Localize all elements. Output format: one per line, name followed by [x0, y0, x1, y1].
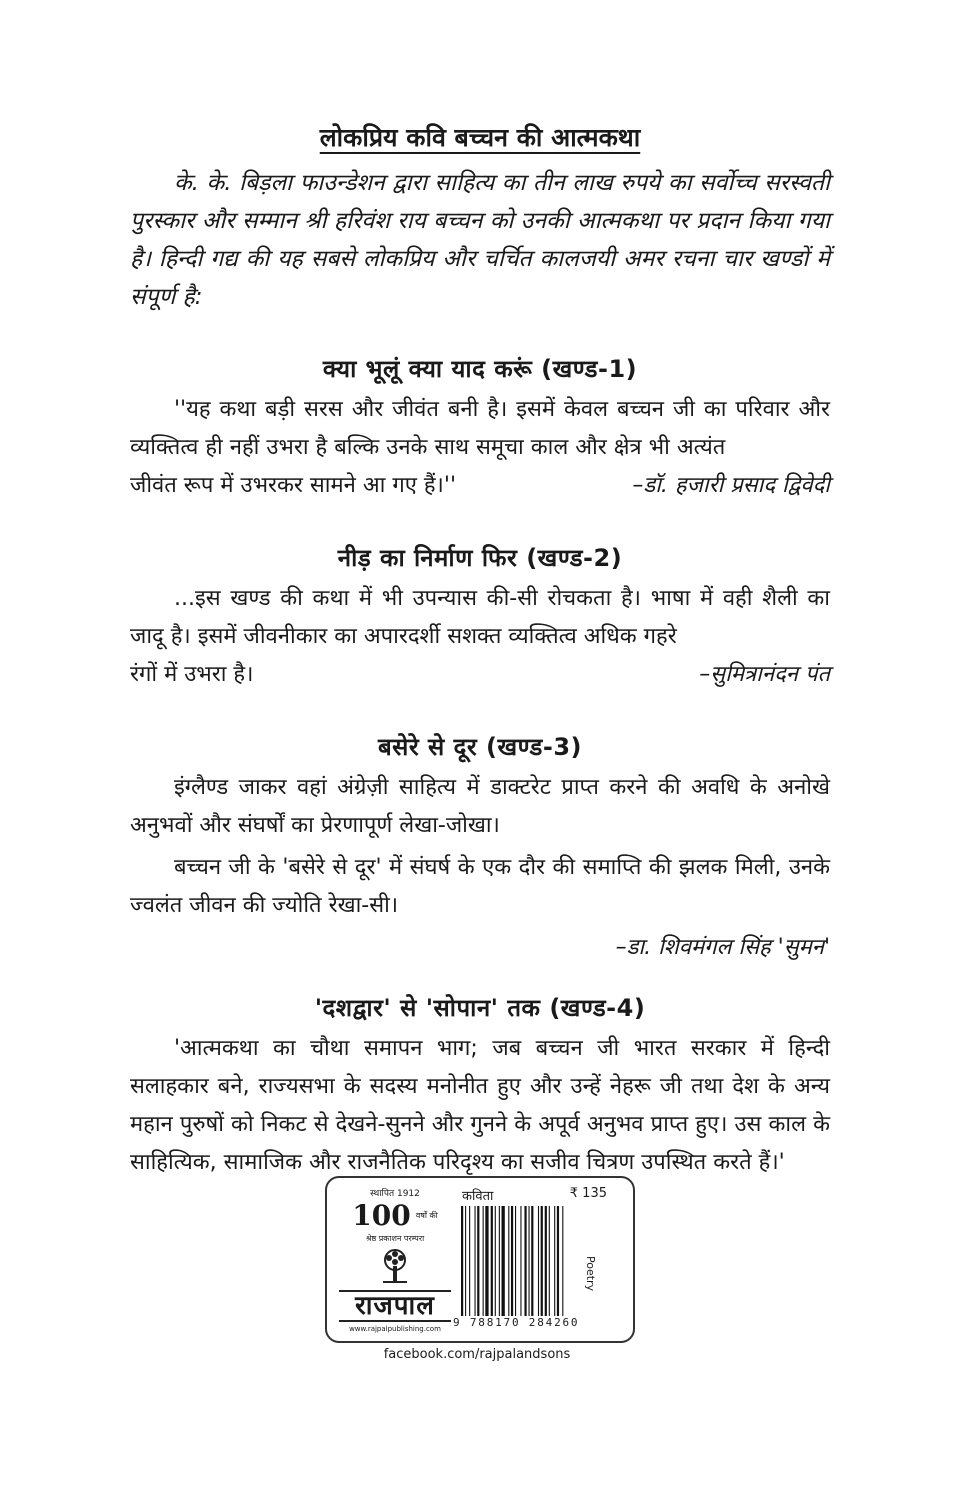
- intro-paragraph: के. के. बिड़ला फाउन्डेशन द्वारा साहित्य का तीन लाख रुपये का सर्वोच्च सरस्वती पुरस्कार और सम्मान श्री हरिवंश राय बच्चन को उनकी आत्मकथा पर प्रदान किया गया है। हिन्दी गद्य की यह सबसे लोकप्रिय और चर्चित कालजयी अमर रचना चार खण्डों में संपूर्ण है:: [130, 170, 830, 310]
- section-2-text: ...इस खण्ड की कथा में भी उपन्यास की-सी रोचकता है। भाषा में वही शैली का जादू है। इसमें जीवनीकार का अपारदर्शी सशक्त व्यक्तित्व अधिक गहरे: [130, 586, 830, 649]
- facebook-link[interactable]: facebook.com/rajpalandsons: [383, 1347, 571, 1362]
- section-4-heading: 'दशद्वार' से 'सोपान' तक (खण्ड-4): [314, 994, 646, 1022]
- back-cover-text: [130, 120, 830, 1182]
- barcode-panel: [325, 1176, 635, 1343]
- section-4-text: 'आत्मकथा का चौथा समापन भाग; जब बच्चन जी भारत सरकार में हिन्दी सलाहकार बने, राज्यसभा के सदस्य मनोनीत हुए और उन्हें नेहरू जी तथा देश के अन्य महान पुरुषों को निकट से देखने-सुनने और गुनने के अपूर्व अनुभव प्राप्त हुए। उस काल के साहित्यिक, सामाजिक और राजनैतिक परिदृश्य का सजीव चित्रण उपस्थित करते हैं।': [130, 1036, 830, 1175]
- section-1-heading: क्या भूलूं क्या याद करूं (खण्ड-1): [322, 355, 638, 383]
- section-3-text-1: इंग्लैण्ड जाकर वहां अंग्रेज़ी साहित्य में डाक्टरेट प्राप्त करने की अवधि के अनोखे अनुभवों और संघर्षों का प्रेरणापूर्ण लेखा-जोखा।: [130, 775, 830, 838]
- years-text: वर्षों की: [415, 1210, 438, 1220]
- section-2-attribution: –सुमित्रानंदन पंत: [699, 662, 830, 687]
- page-title: लोकप्रिय कवि बच्चन की आत्मकथा: [319, 123, 641, 152]
- section-3-heading: बसेरे से दूर (खण्ड-3): [377, 733, 583, 761]
- section-1: [130, 352, 830, 505]
- hundred-years-number: 100: [352, 1199, 411, 1232]
- section-1-text: ''यह कथा बड़ी सरस और जीवंत बनी है। इसमें केवल बच्चन जी का परिवार और व्यक्तित्व ही नहीं उभरा है बल्कि उनके साथ समूचा काल और क्षेत्र भी अत्यंत: [130, 397, 830, 460]
- price-label: ₹ 135: [569, 1186, 607, 1201]
- isbn-number: 9 788170 284260: [453, 1316, 580, 1329]
- section-4: [130, 991, 830, 1182]
- section-2: [130, 541, 830, 694]
- section-2-heading: नीड़ का निर्माण फिर (खण्ड-2): [337, 544, 623, 572]
- section-1-attribution: –डॉ. हजारी प्रसाद द्विवेदी: [632, 473, 830, 498]
- genre-label: Poetry: [584, 1256, 597, 1292]
- publisher-name: राजपाल: [339, 1290, 451, 1322]
- barcode-image: [461, 1206, 599, 1316]
- section-3: [130, 730, 830, 967]
- section-3-text-2: बच्चन जी के 'बसेरे से दूर' में संघर्ष के एक दौर की समाप्ति की झलक मिली, उनके ज्वलंत जीवन की ज्योति रेखा-सी।: [130, 855, 830, 918]
- tradition-text: श्रेष्ठ प्रकाशन परम्परा: [365, 1234, 425, 1243]
- tree-logo-icon: [377, 1248, 413, 1284]
- section-3-attribution: –डा. शिवमंगल सिंह 'सुमन': [615, 935, 830, 960]
- category-label: कविता: [462, 1189, 494, 1204]
- established-text: स्थापित 1912: [370, 1189, 420, 1199]
- section-1-text-end: जीवंत रूप में उभरकर सामने आ गए हैं।'': [130, 473, 456, 498]
- publisher-website: www.rajpalpublishing.com: [349, 1325, 441, 1333]
- section-2-text-end: रंगों में उभरा है।: [130, 662, 254, 687]
- publisher-logo-block: [339, 1186, 451, 1333]
